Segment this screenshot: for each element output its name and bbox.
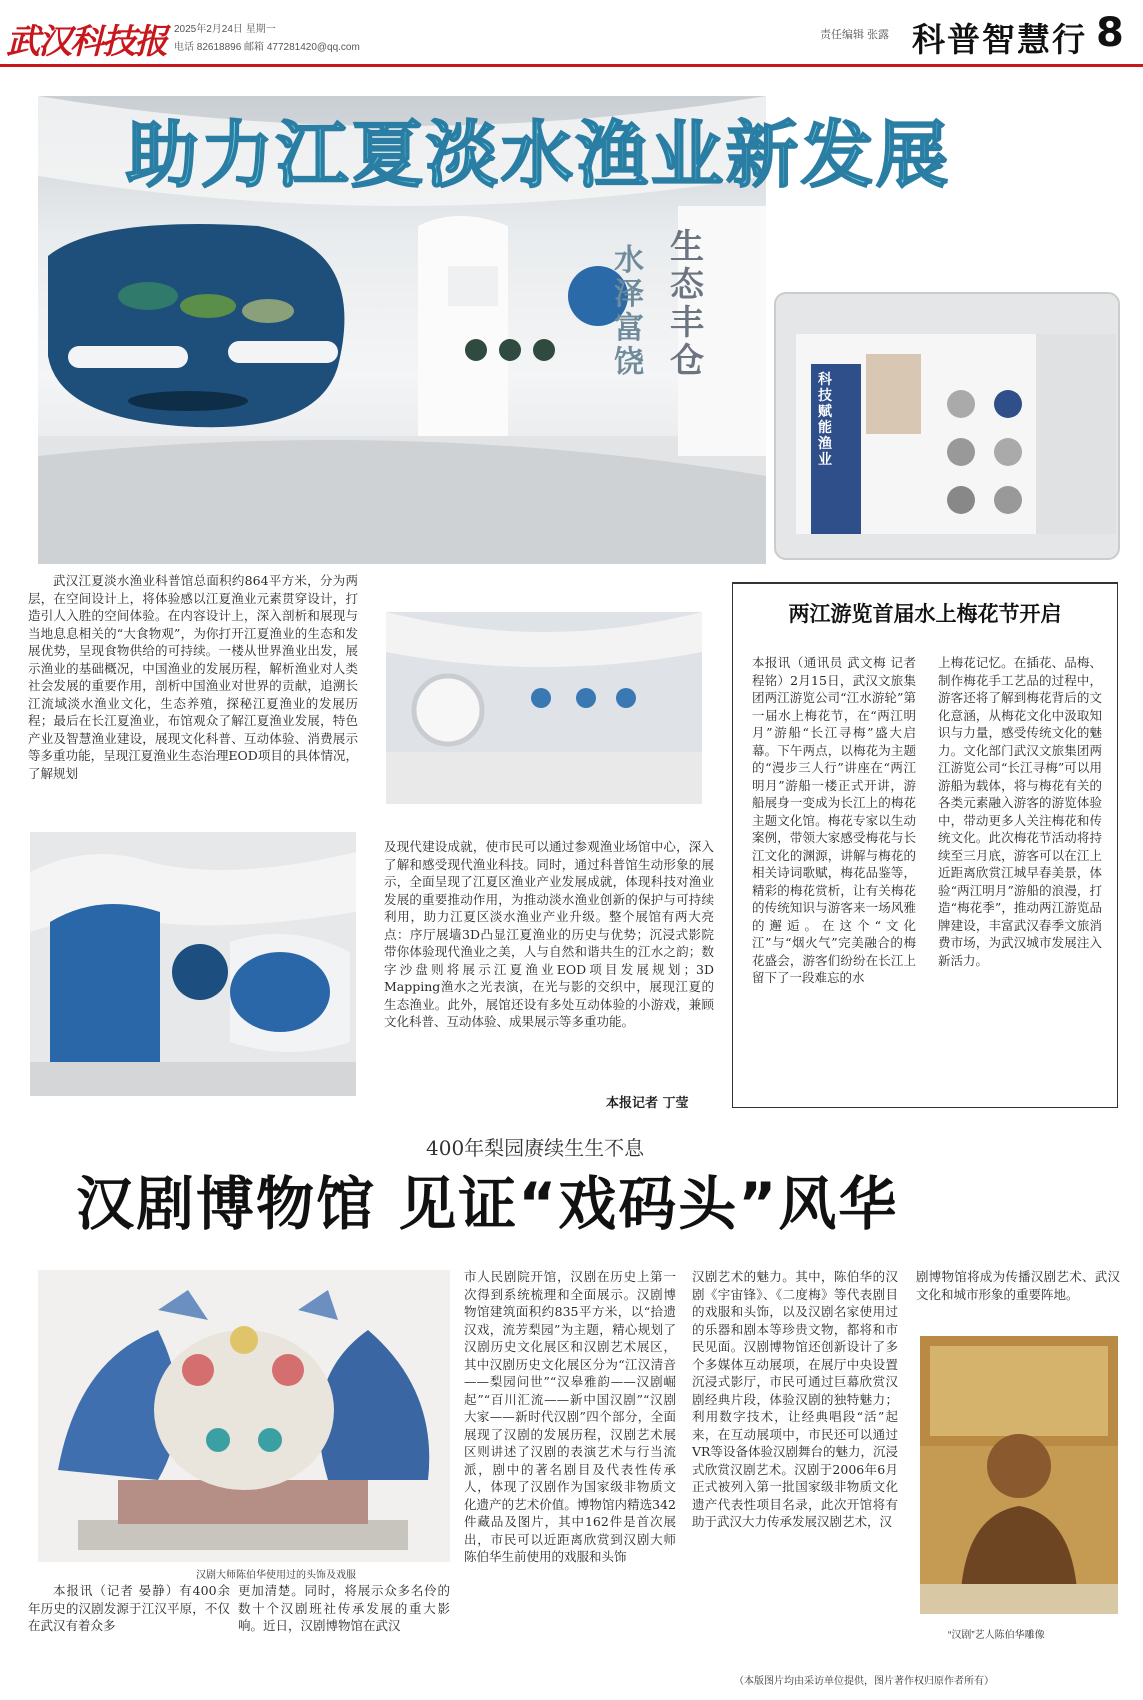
article3-col5: 剧博物馆将成为传播汉剧艺术、武汉文化和城市形象的重要阵地。	[916, 1269, 1120, 1302]
image-credit: （本版图片均由采访单位提供，图片著作权归原作者所有）	[734, 1676, 994, 1687]
photo-opera-headdress	[38, 1270, 450, 1562]
blue-wall-photo-art	[30, 832, 356, 1096]
article2-headline: 两江游览首届水上梅花节开启	[788, 601, 1062, 626]
page-number: 8	[1096, 10, 1124, 56]
side-photo-text: 科技赋能渔业	[818, 372, 832, 468]
masthead-contact: 电话 82618896 邮箱 477281420@qq.com	[174, 42, 360, 53]
feature2-kicker: 400年梨园赓续生生不息	[426, 1136, 645, 1160]
masthead-editor: 责任编辑 张露	[820, 29, 890, 41]
article1-col2: 及现代建设成就，使市民可以通过参观渔业场馆中心，深入了解和感受现代渔业科技。同时，通过科普馆生动形象的展示，全面呈现了江夏区渔业产业发展成就，体现科技对渔业发展的重要推动作用，为推动淡水渔业创新的保护与可持续利用，助力江夏区淡水渔业产业升级。整个展馆有两大亮点：序厅展墙3D凸显江夏渔业的历史与优势；沉浸式影院带你体验现代渔业之美，人与自然和谐共生的江水之韵；数字沙盘则将展示江夏渔业EOD项目发展规划；3D Mapping渔水之光表演，在光与影的交织中，展现江夏的生态渔业。此外，展馆还设有多处互动体验的小游戏，兼顾文化科普、互动体验、成果展示等多重功能。	[384, 839, 714, 1029]
corridor-photo-art	[386, 612, 702, 804]
photo-opera-master-statue	[920, 1336, 1118, 1614]
photo2-caption: “汉剧”艺人陈伯华雕像	[948, 1630, 1045, 1641]
section-title: 科普智慧行	[912, 20, 1087, 59]
article3-col1: 本报讯（记者 晏静）有400余年历史的汉剧发源于江汉平原，不仅在武汉有着众多	[28, 1583, 230, 1633]
masthead-logo: 武汉科技报	[6, 22, 166, 62]
statue-photo-art	[920, 1336, 1118, 1614]
article1-col1: 武汉江夏淡水渔业科普馆总面积约864平方米，分为两层，在空间设计上，将体验感以江夏渔业元素贯穿设计，打造引人入胜的空间体验。在内容设计上，深入剖析和展现与当地息息相关的“大食物观”，为你打开江夏渔业的生态和发展优势，呈现食物供给的可持续。一楼从世界渔业出发，展示渔业的基础概况，中国渔业的发展历程，解析渔业对人类社会发展的重要作用，剖析中国渔业对世界的贡献，追溯长江流域淡水渔业文化，生态养殖，探秘江夏渔业的发展历程；最后在长江夏渔业，布馆观众了解江夏渔业发展，特色产业及智慧渔业建设，展现文化科普、互动体验、消费展示等多重功能，呈现江夏渔业生态治理EOD项目的具体情况，了解规划	[28, 573, 358, 781]
feature1-vertical-text-2: 水泽富饶	[614, 243, 644, 380]
article3-col3: 市人民剧院开馆，汉剧在历史上第一次得到系统梳理和全面展示。汉剧博物馆建筑面积约835平方米，以“拾遗汉戏，流芳梨园”为主题，精心规划了汉剧历史文化展区和汉剧艺术展区，其中汉剧历史文化展区分为“江汉清音——梨园问世”“汉皋雅韵——汉剧崛起”“百川汇流——新中国汉剧”“汉剧大家——新时代汉剧”四个部分，全面展现了汉剧的发展历程，汉剧艺术展区则讲述了汉剧的表演艺术与行当流派，剧中的著名剧目及代表性传承人，体现了汉剧作为国家级非物质文化遗产的艺术价值。博物馆内精选342件藏品及图片，其中162件是首次展出，市民可以近距离欣赏到汉剧大师陈伯华生前使用的戏服和头饰	[464, 1269, 676, 1564]
article3-col2: 更加清楚。同时，将展示众多名伶的数十个汉剧班社传承发展的重大影响。近日，汉剧博物馆在武汉	[238, 1583, 450, 1633]
feature2-headline: 汉剧博物馆 见证“戏码头”风华	[76, 1170, 899, 1238]
article3-col4: 汉剧艺术的魅力。其中，陈伯华的汉剧《宇宙锋》、《二度梅》等代表剧目的戏服和头饰，以及汉剧名家使用过的乐器和剧本等珍贵文物，都将和市民见面。汉剧博物馆还创新设计了多个多媒体互动展项，在展厅中央设置沉浸式影厅，市民可通过巨幕欣赏汉剧经典片段，体验汉剧的独特魅力；利用数字技术，让经典唱段“活”起来，在互动展项中，市民还可以通过VR等设备体验汉剧舞台的魅力，沉浸式欣赏汉剧艺术。汉剧于2006年6月正式被列入第一批国家级非物质文化遗产代表性项目名录，此次开馆将有助于武汉大力传承发展汉剧艺术，汉	[692, 1269, 898, 1529]
feature1-headline: 助力江夏淡水渔业新发展	[126, 113, 952, 197]
article1-signature: 本报记者 丁莹	[606, 1096, 689, 1111]
article2-col2: 上梅花记忆。在插花、品梅、制作梅花手工艺品的过程中，游客还将了解到梅花背后的文化意涵，从梅花文化中汲取知识与力量，感受传统文化的魅力。文化部门武汉文旅集团两江游览公司“长江寻梅”可以用游船为载体，将与梅花有关的各类元素融入游客的游览体验中，带动更多人关注梅花和传统文化。此次梅花节活动将持续至三月底，游客可以在江上近距离欣赏江城早春美景，体验“两江明月”游船的浪漫，打造“梅花季”，推动两江游览品牌建设，丰富武汉春季文旅消费市场，为武汉城市发展注入新活力。	[938, 655, 1102, 968]
photo1-caption: 汉剧大师陈伯华使用过的头饰及戏服	[196, 1570, 356, 1581]
photo-round-windows-corridor	[386, 612, 702, 804]
article2-col1: 本报讯（通讯员 武文梅 记者 程铭）2月15日，武汉文旅集团两江游览公司“江水游轮”第一届水上梅花节，在“两江明月”游船“长江寻梅”盛大启幕。下午两点，以梅花为主题的“漫步三人行”讲座在“两江明月”游船一楼正式开讲，游船展身一变成为长江上的梅花主题文化馆。梅花专家以生动案例，带领大家感受梅花与长江文化的渊源，讲解与梅花的相关诗词歌赋，梅花品鉴等，精彩的梅花赏析，让有关梅花的传统知识与游客来一场风雅的邂逅。在这个“文化江”与“烟火气”完美融合的梅花盛会，游客们纷纷在长江上留下了一段难忘的水	[752, 655, 916, 985]
headdress-photo-art	[38, 1270, 450, 1562]
masthead-rule	[0, 64, 1143, 67]
photo-blue-wall	[30, 832, 356, 1096]
feature1-vertical-text-1: 生态丰仓	[670, 227, 704, 381]
masthead-date: 2025年2月24日 星期一	[174, 24, 276, 35]
